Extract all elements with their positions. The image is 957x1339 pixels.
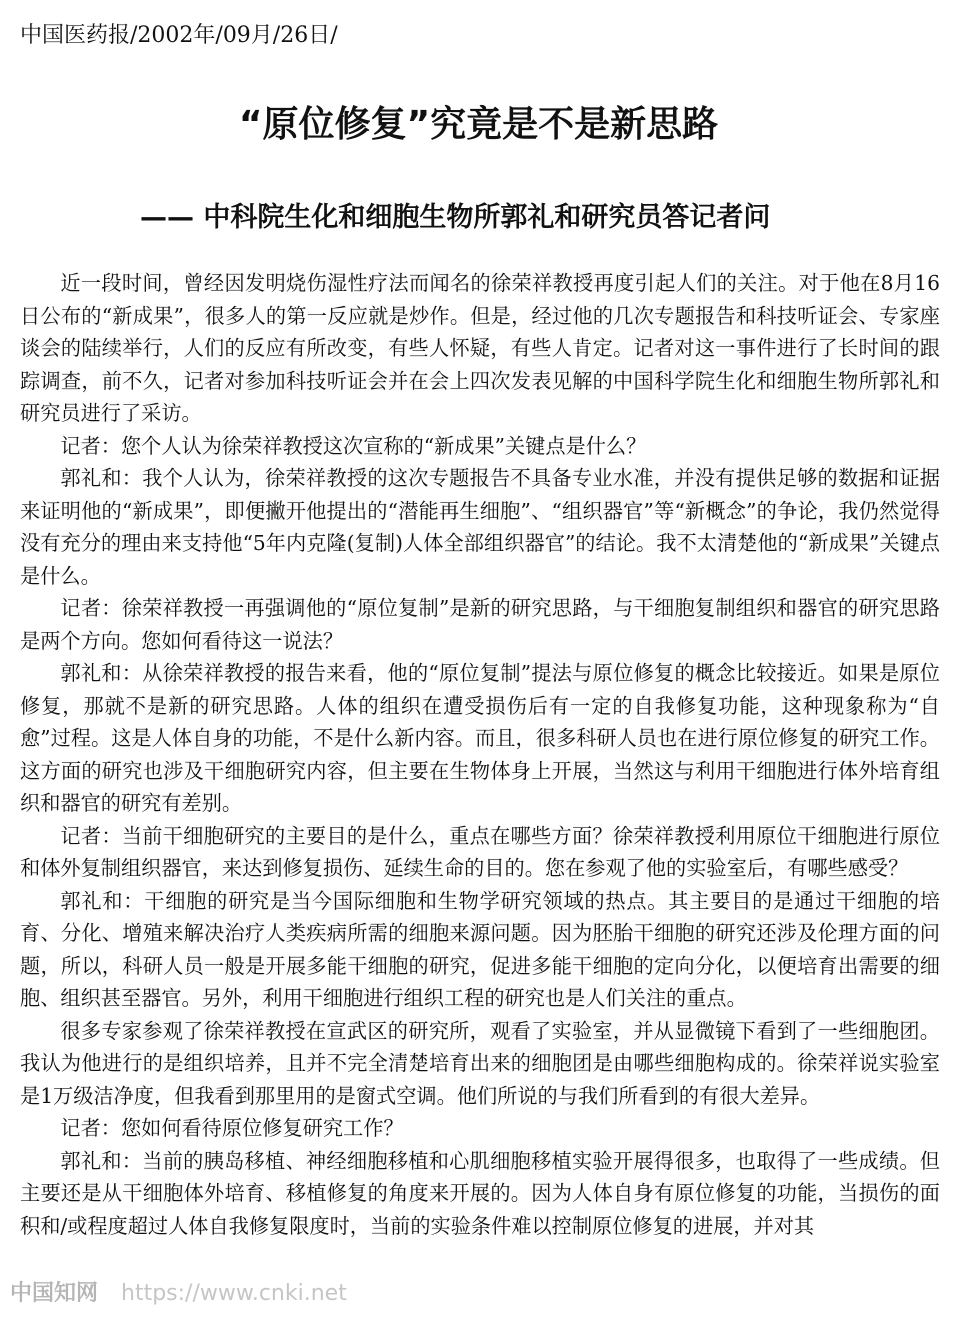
cnki-url[interactable]: https://www.cnki.net: [121, 1281, 347, 1306]
article-subtitle: —— 中科院生化和细胞生物所郭礼和研究员答记者问: [140, 202, 771, 233]
paragraph: 记者：您个人认为徐荣祥教授这次宣称的“新成果”关键点是什么？: [60, 433, 647, 458]
paragraph: 记者：您如何看待原位修复研究工作？: [60, 1116, 404, 1140]
paragraph: 郭礼和：从徐荣祥教授的报告来看，他的“原位复制”提法与原位修复的概念比较接近。如果是原位修复，那就不是新的研究思路。人体的组织在遭受损伤后有一定的自我修复功能，这种现象称为“自愈”过程。这是人体自身的功能，不是什么新内容。而且，很多科研人员也在进行原位修复的研究工作。这方面的研究也涉及干细胞研究内容，但主要在生物体身上开展，当然这与利用干细胞进行体外培育组织和器官的研究有差别。: [20, 661, 940, 815]
article-title: “原位修复”究竟是不是新思路: [238, 104, 719, 145]
cnki-watermark: [10, 1276, 347, 1307]
cnki-logo: 中国知网: [10, 1281, 99, 1306]
source-line: 中国医药报/2002年/09月/26日/: [20, 23, 338, 48]
paragraph: 记者：徐荣祥教授一再强调他的“原位复制”是新的研究思路，与干细胞复制组织和器官的研究思路是两个方向。您如何看待这一说法？: [20, 596, 940, 653]
paragraph: 记者：当前干细胞研究的主要目的是什么，重点在哪些方面？徐荣祥教授利用原位干细胞进行原位和体外复制组织器官，来达到修复损伤、延续生命的目的。您在参观了他的实验室后，有哪些感受？: [20, 823, 940, 880]
paragraph: 郭礼和：我个人认为，徐荣祥教授的这次专题报告不具备专业水准，并没有提供足够的数据和证据来证明他的“新成果”，即便撇开他提出的“潜能再生细胞”、“组织器官”等“新概念”的争论，我仍然觉得没有充分的理由来支持他“5年内克隆(复制)人体全部组织器官”的结论。我不太清楚他的“新成果”关键点是什么。: [20, 466, 940, 588]
paragraph: 近一段时间，曾经因发明烧伤湿性疗法而闻名的徐荣祥教授再度引起人们的关注。对于他在8月16日公布的“新成果”，很多人的第一反应就是炒作。但是，经过他的几次专题报告和科技听证会、专家座谈会的陆续举行，人们的反应有所改变，有些人怀疑，有些人肯定。记者对这一事件进行了长时间的跟踪调查，前不久，记者对参加科技听证会并在会上四次发表见解的中国科学院生化和细胞生物所郭礼和研究员进行了采访。: [20, 271, 940, 425]
paragraph: 郭礼和：干细胞的研究是当今国际细胞和生物学研究领域的热点。其主要目的是通过干细胞的培育、分化、增殖来解决治疗人类疾病所需的细胞来源问题。因为胚胎干细胞的研究还涉及伦理方面的问题，所以，科研人员一般是开展多能干细胞的研究，促进多能干细胞的定向分化，以便培育出需要的细胞、组织甚至器官。另外，利用干细胞进行组织工程的研究也是人们关注的重点。: [20, 888, 940, 1010]
paragraph: 很多专家参观了徐荣祥教授在宣武区的研究所，观看了实验室，并从显微镜下看到了一些细胞团。我认为他进行的是组织培养，且并不完全清楚培育出来的细胞团是由哪些细胞构成的。徐荣祥说实验室是1万级洁净度，但我看到那里用的是窗式空调。他们所说的与我们所看到的有很大差异。: [20, 1018, 940, 1108]
article-body: [20, 267, 940, 1242]
paragraph: 郭礼和：当前的胰岛移植、神经细胞移植和心肌细胞移植实验开展得很多，也取得了一些成绩。但主要还是从干细胞体外培育、移植修复的角度来开展的。因为人体自身有原位修复的功能，当损伤的面积和/或程度超过人体自我修复限度时，当前的实验条件难以控制原位修复的进展，并对其: [20, 1148, 940, 1238]
